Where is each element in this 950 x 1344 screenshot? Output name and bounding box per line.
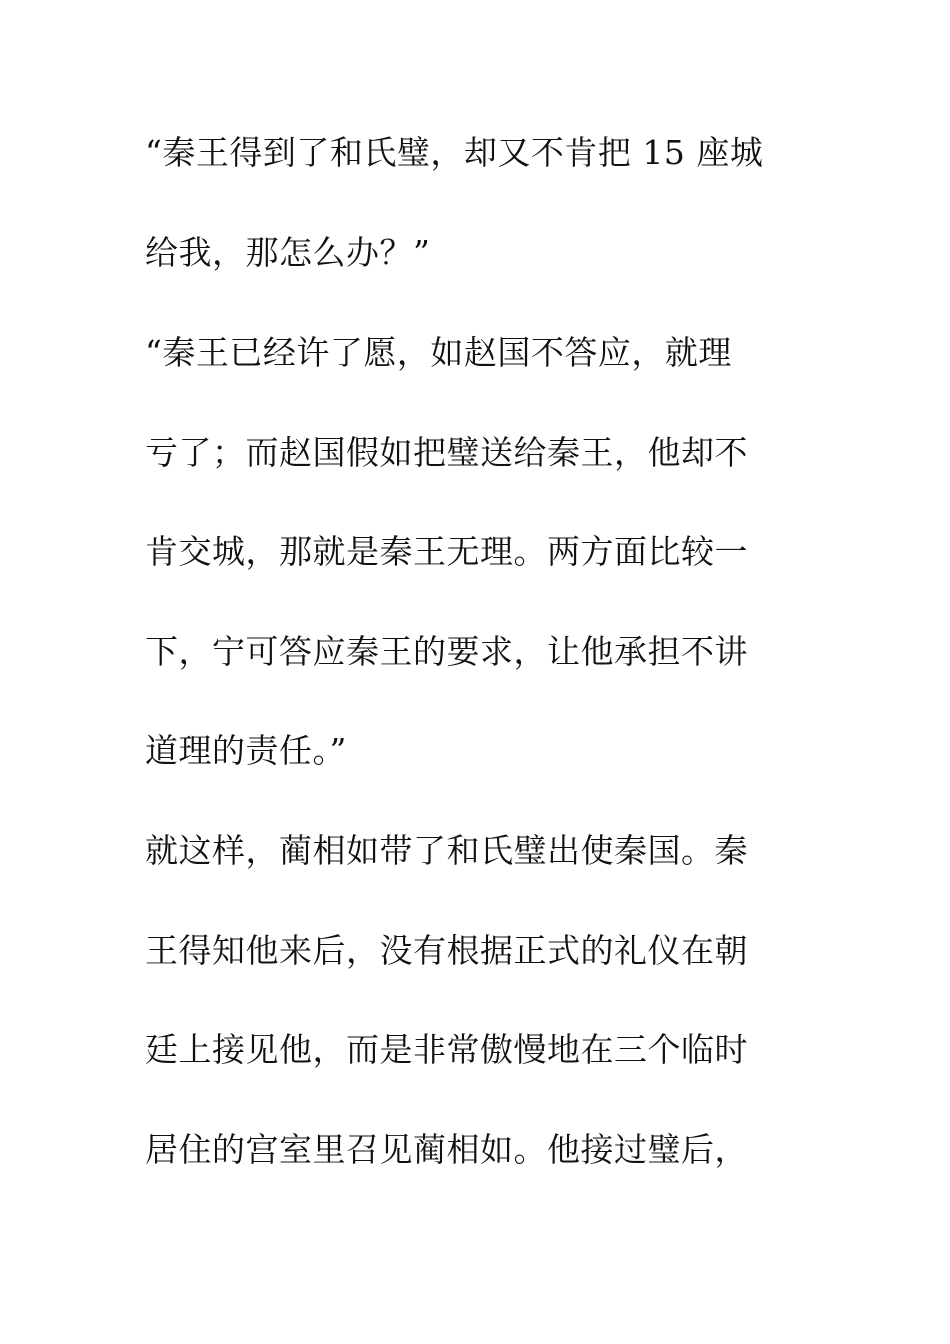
text-line: “秦王已经许了愿，如赵国不答应，就理 — [145, 333, 732, 372]
text-line: “秦王得到了和氏璧，却又不肯把 15 座城 — [145, 133, 764, 172]
text-line: 道理的责任。” — [145, 731, 347, 770]
text-line: 给我，那怎么办？” — [145, 233, 431, 272]
text-line: 廷上接见他，而是非常傲慢地在三个临时 — [145, 1030, 748, 1069]
text-line: 居住的宫室里召见蔺相如。他接过璧后， — [145, 1130, 748, 1169]
text-line: 亏了；而赵国假如把璧送给秦王，他却不 — [145, 433, 748, 472]
text-line: 下，宁可答应秦王的要求，让他承担不讲 — [145, 632, 748, 671]
text-line: 就这样，蔺相如带了和氏璧出使秦国。秦 — [145, 831, 748, 870]
text-line: 王得知他来后，没有根据正式的礼仪在朝 — [145, 931, 748, 970]
text-line: 肯交城，那就是秦王无理。两方面比较一 — [145, 532, 748, 571]
